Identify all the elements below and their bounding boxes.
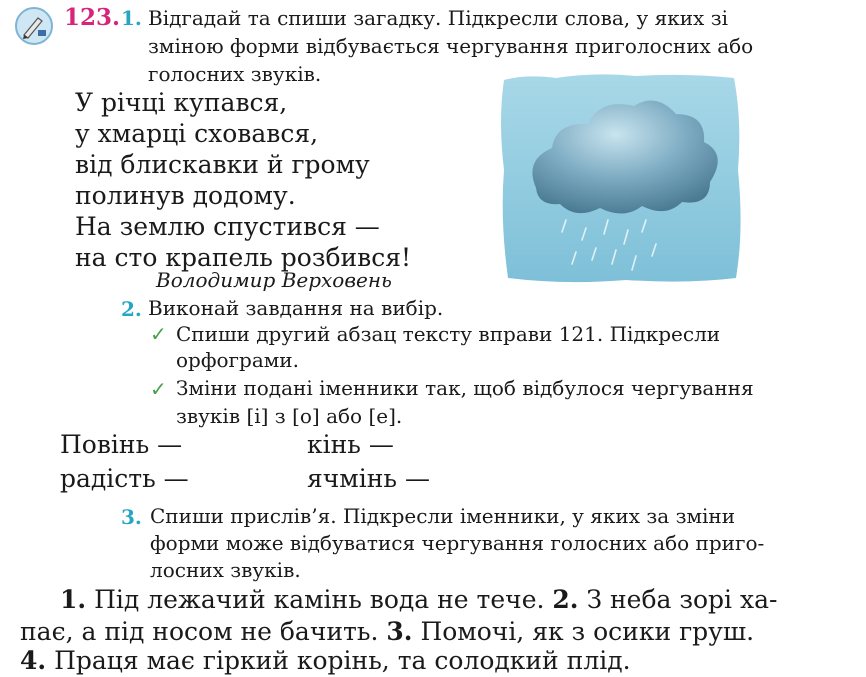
- riddle-line: У річці купався,: [75, 88, 288, 117]
- proverb-text: Під лежачий камінь вода не тече.: [94, 585, 545, 614]
- task3-number: 3.: [121, 505, 142, 529]
- riddle-line: від блискавки й грому: [75, 150, 370, 179]
- task3-line-1: Спиши прислів’я. Підкресли іменники, у яких за зміни: [150, 504, 736, 528]
- proverbs-line-2: [20, 616, 754, 648]
- proverb-text: З неба зорі ха-: [586, 585, 778, 614]
- task2-option1-line1: Спиши другий абзац тексту вправи 121. Підкресли: [176, 322, 721, 346]
- check-icon: ✓: [150, 322, 167, 346]
- rain-cloud-icon: [496, 70, 746, 285]
- riddle-author: Володимир Верховень: [156, 268, 392, 292]
- riddle-poem: [75, 87, 411, 273]
- riddle-line: полинув додому.: [75, 181, 296, 210]
- task2-number: 2.: [121, 297, 142, 321]
- riddle-line: у хмарці сховався,: [75, 119, 319, 148]
- task2-option1-line2: орфограми.: [176, 348, 299, 372]
- rain-cloud-illustration: [496, 70, 746, 285]
- proverb-text: Помочі, як з осики груш.: [420, 617, 755, 646]
- task2-text: Виконай завдання на вибір.: [148, 296, 444, 320]
- proverbs-line-3: [20, 645, 631, 677]
- task2-option2-line2: звуків [і] з [о] або [е].: [176, 404, 403, 428]
- check-icon: ✓: [150, 377, 167, 401]
- write-task-icon: [14, 6, 54, 46]
- proverb-number: 1.: [60, 585, 87, 614]
- task1-number: 1.: [121, 6, 142, 30]
- task1-line-2: зміною форми відбувається чергування приголосних або: [148, 34, 754, 58]
- task3-line-2: форми може відбуватися чергування голосних або приго-: [150, 531, 765, 555]
- proverbs-line-1: [60, 584, 777, 616]
- exercise-number: 123.: [64, 4, 121, 31]
- word-radist: радість —: [60, 464, 189, 493]
- word-kin: кінь —: [307, 430, 394, 459]
- proverb-text: Праця має гіркий корінь, та солодкий плід.: [54, 646, 631, 675]
- proverb-number: 4.: [20, 646, 47, 675]
- word-yachmin: ячмінь —: [307, 464, 430, 493]
- word-povin: Повінь —: [60, 430, 183, 459]
- proverb-number: 3.: [386, 617, 413, 646]
- riddle-line: на сто крапель розбився!: [75, 243, 412, 272]
- task1-line-3: голосних звуків.: [148, 62, 322, 86]
- proverb-number: 2.: [552, 585, 579, 614]
- task1-line-1: Відгадай та спиши загадку. Підкресли слова, у яких зі: [148, 6, 728, 30]
- task3-line-3: лосних звуків.: [150, 558, 301, 582]
- proverb-text: пає, а під носом не бачить.: [20, 617, 379, 646]
- task2-option2-line1: Зміни подані іменники так, щоб відбулося чергування: [176, 376, 754, 400]
- riddle-line: На землю спустився —: [75, 212, 380, 241]
